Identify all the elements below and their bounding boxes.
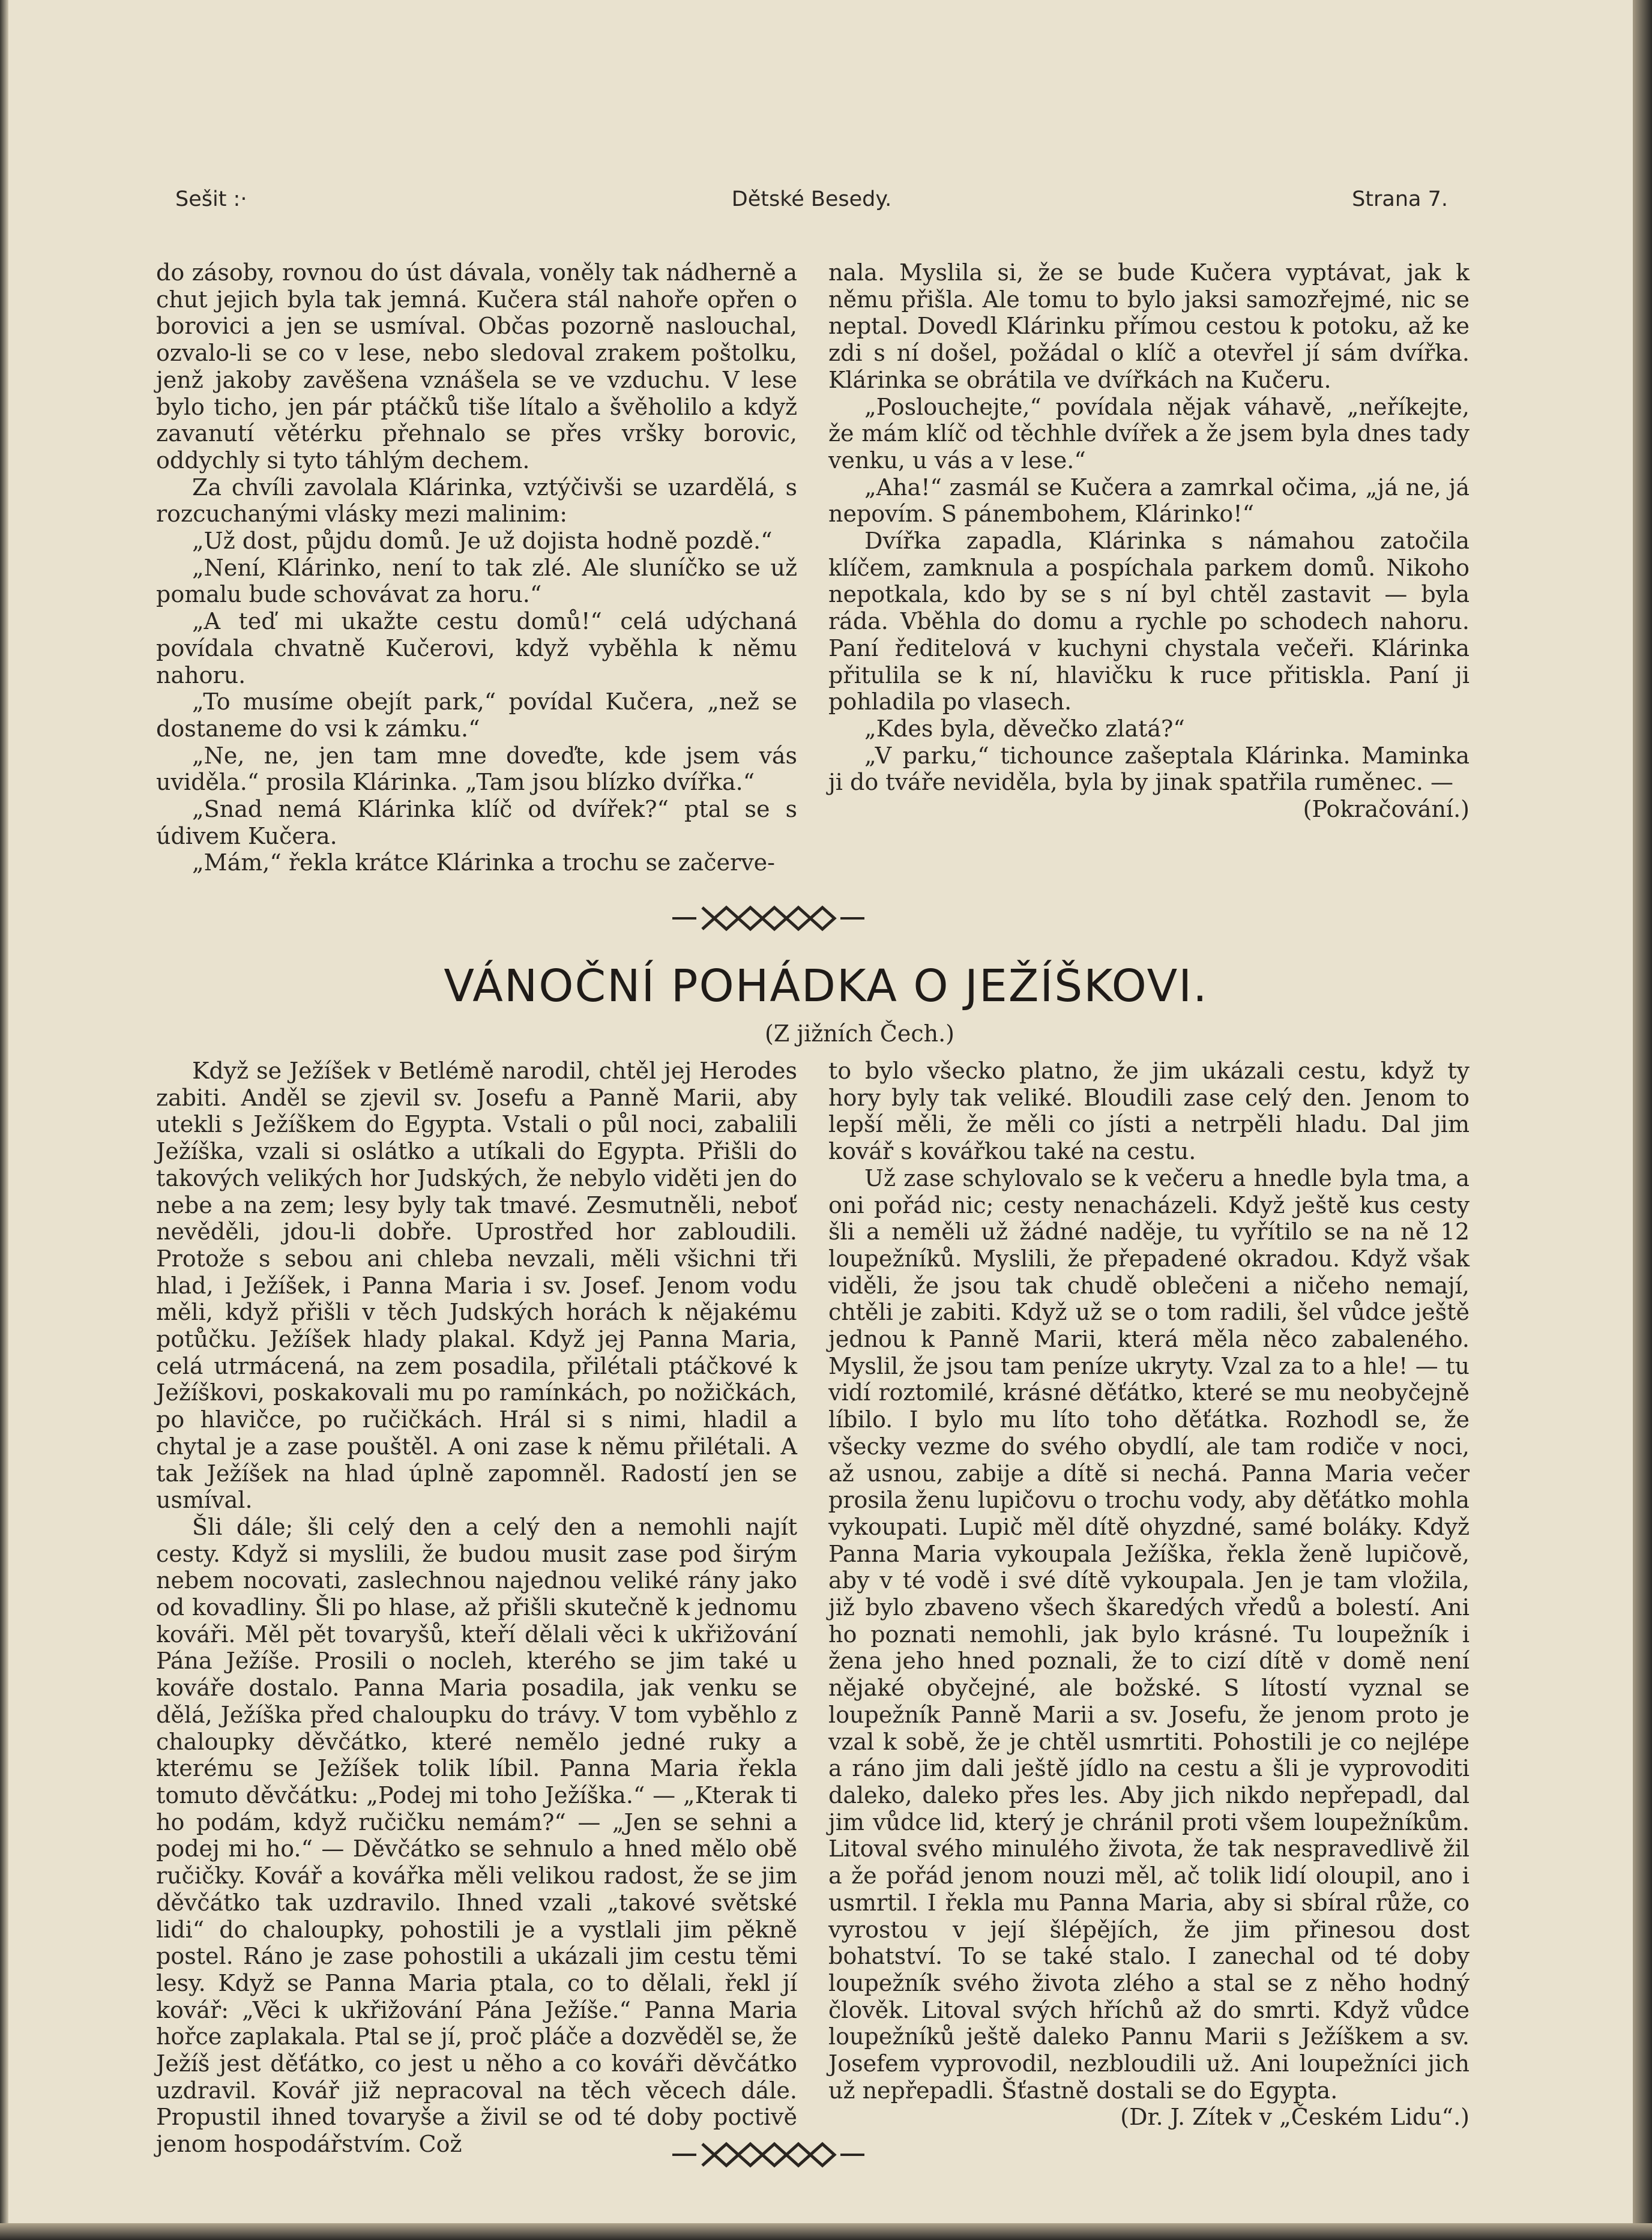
paragraph: „A teď mi ukažte cestu domů!“ celá udýchaná povídala chvatně Kučerovi, když vyběhla k němu nahoru. xyxy=(156,608,797,688)
page-edge-bottom xyxy=(0,2223,1652,2240)
paragraph: Dvířka zapadla, Klárinka s námahou zatočila klíčem, zamknula a pospíchala parkem domů. Nikoho nepotkala, kdo by se s ní byl chtěl zastavit — byla ráda. Vběhla do domu a rychle po schodech nahoru. Paní ředitelová v kuchyni chystala večeři. Klárinka přitulila se k ní, hlavičku k ruce přitiskla. Paní ji pohladila po vlasech. xyxy=(828,528,1470,715)
page-edge-left xyxy=(0,0,8,2240)
paragraph: Když se Ježíšek v Betlémě narodil, chtěl jej Herodes zabiti. Anděl se zjevil sv. Josefu a Panně Marii, aby utekli s Ježíškem do Egypta. Vstali o půl noci, zabalili Ježíška, vzali si oslátko a utíkali do Egypta. Přišli do takových velikých hor Judských, že nebylo viděti jen do nebe a na zem; lesy byly tak tmavé. Zesmutněli, neboť nevěděli, jdou-li dobře. Uprostřed hor zabloudili. Protože s sebou ani chleba nevzali, měli všichni tři hlad, i Ježíšek, i Panna Maria i sv. Josef. Jenom vodu měli, když přišli v těch Judských horách k nějakému potůčku. Ježíšek hlady plakal. Když jej Panna Maria, celá utrmácená, na zem posadila, přilétali ptáčkové k Ježíškovi, poskakovali mu po ramínkách, po nožičkách, po hlavičce, po ručičkách. Hrál si s nimi, hladil a chytal je a zase pouštěl. A oni zase k němu přilétali. A tak Ježíšek na hlad úplně zapomněl. Radostí jen se usmíval. xyxy=(156,1058,797,1514)
attribution: (Dr. J. Zítek v „Českém Lidu“.) xyxy=(1120,2104,1470,2131)
paragraph: „V parku,“ tichounce zašeptala Klárinka. Maminka ji do tváře neviděla, byla by jinak spatřila ruměnec. — xyxy=(828,742,1470,796)
paragraph: „Mám,“ řekla krátce Klárinka a trochu se začerve- xyxy=(192,849,775,876)
paragraph: „Kdes byla, děvečko zlatá?“ xyxy=(864,715,1185,742)
paragraph: to bylo všecko platno, že jim ukázali cestu, když ty hory byly tak veliké. Bloudili zase celý den. Jenom to lepší měli, že měli co jísti a netrpěli hladu. Dal jim kovář s kovářkou také na cestu. xyxy=(828,1058,1470,1165)
paragraph: „To musíme obejít park,“ povídal Kučera, „než se dostaneme do vsi k zámku.“ xyxy=(156,688,797,742)
page-number: Strana 7. xyxy=(1352,187,1448,211)
divider-ornament-top xyxy=(660,900,876,936)
publication-title: Dětské Besedy. xyxy=(731,187,892,211)
paragraph: Už zase schylovalo se k večeru a hnedle byla tma, a oni pořád nic; cesty nenacházeli. Když ještě kus cesty šli a neměli už žádné naděje, tu vyřítilo se na ně 12 loupežníků. Myslili, že přepadené okradou. Když však viděli, že jsou tak chudě oblečeni a ničeho nemají, chtěli je zabiti. Když už se o tom radili, šel vůdce ještě jednou k Panně Marii, která měla něco zabaleného. Myslil, že jsou tam peníze ukryty. Vzal za to a hle! — tu vidí roztomilé, krásné děťátko, které se mu neobyčejně líbilo. I bylo mu líto toho děťátka. Rozhodl se, že všecky vezme do svého obydlí, ale tam rodiče v noci, až usnou, zabije a dítě si nechá. Panna Maria večer prosila ženu lupičovu o trochu vody, aby děťátko mohla vykoupati. Lupič měl dítě ohyzdné, samé boláky. Když Panna Maria vykoupala Ježíška, řekla ženě lupičově, aby v té vodě i své dítě vykoupala. Jen je tam vložila, již bylo zbaveno všech škaredých vředů a bolestí. Ani ho poznati nemohli, jak bylo krásné. Tu loupežník i žena jeho hned poznali, že to cizí dítě v domě není nějaké obyčejné, ale božské. S lítostí vyznal se loupežník Panně Marii a sv. Josefu, že jenom proto je vzal k sobě, že je chtěl usmrtiti. Pohostili je co nejlépe a ráno jim dali ještě jídlo na cestu a šli je vyprovoditi daleko, daleko přes les. Aby jich nikdo nepřepadl, dal jim vůdce lid, který je chránil proti všem loupežníkům. Litoval svého minulého života, že tak nespravedlivě žil a že pořád jenom nouzi měl, ač tolik lidí oloupil, ano i usmrtil. I řekla mu Panna Maria, aby si sbíral růže, co vyrostou v její šlépějích, že jim přinesou dost bohatství. To se také stalo. I zanechal od té doby loupežník svého života zlého a stal se z něho hodný člověk. Litoval svých hříchů až do smrti. Když vůdce loupežníků ještě daleko Pannu Marii s Ježíškem a sv. Josefem vyprovodil, nezbloudili už. Ani loupežníci jich už nepřepadli. Šťastně dostali se do Egypta. xyxy=(828,1164,1470,2104)
page-edge-right xyxy=(1633,0,1652,2240)
paragraph: „Už dost, půjdu domů. Je už dojista hodně pozdě.“ xyxy=(192,528,773,555)
paragraph: „Aha!“ zasmál se Kučera a zamrkal očima, „já ne, já nepovím. S pánembohem, Klárinko!“ xyxy=(828,474,1470,528)
paragraph: „Není, Klárinko, není to tak zlé. Ale sluníčko se už pomalu bude schovávat za horu.“ xyxy=(156,554,797,608)
paragraph: „Ne, ne, jen tam mne doveďte, kde jsem vás uviděla.“ prosila Klárinka. „Tam jsou blízko dvířka.“ xyxy=(156,742,797,796)
story2-column-left xyxy=(156,1058,797,2158)
paragraph: do zásoby, rovnou do úst dávala, voněly tak nádherně a chut jejich byla tak jemná. Kučera stál nahoře opřen o borovici a jen se usmíval. Občas pozorně naslouchal, ozvalo-li se co v lese, nebo sledoval zrakem poštolku, jenž jakoby zavěšena vznášela se ve vzduchu. V lese bylo ticho, jen pár ptáčků tiše lítalo a švěholilo a když zavanutí větérku přehnalo se přes vršky borovic, oddychly si tyto táhlým dechem. xyxy=(156,259,797,474)
story2-column-right xyxy=(828,1058,1470,2131)
continued-note: (Pokračování.) xyxy=(1303,796,1470,823)
story-subtitle: (Z jižních Čech.) xyxy=(765,1020,954,1047)
paragraph: nala. Myslila si, že se bude Kučera vyptávat, jak k němu přišla. Ale tomu to bylo jaksi samozřejmé, nic se neptal. Dovedl Klárinku přímou cestou k potoku, až ke zdi s ní došel, požádal o klíč a otevřel jí sám dvířka. Klárinka se obrátila ve dvířkách na Kučeru. xyxy=(828,259,1470,393)
issue-label: Sešit :· xyxy=(175,187,247,211)
paragraph: Za chvíli zavolala Klárinka, vztýčivši se uzardělá, s rozcuchanými vlásky mezi malinim: xyxy=(156,474,797,528)
story1-column-left xyxy=(156,259,797,876)
running-header xyxy=(175,187,1448,223)
story1-column-right xyxy=(828,259,1470,823)
story-title: VÁNOČNÍ POHÁDKA O JEŽÍŠKOVI. xyxy=(444,960,1208,1012)
paragraph: „Snad nemá Klárinka klíč od dvířek?“ ptal se s údivem Kučera. xyxy=(156,796,797,849)
paragraph: „Poslouchejte,“ povídala nějak váhavě, „neříkejte, že mám klíč od těchhle dvířek a že jsem byla dnes tady venku, u vás a v lese.“ xyxy=(828,393,1470,474)
divider-ornament-bottom xyxy=(660,2137,876,2173)
paragraph: Šli dále; šli celý den a celý den a nemohli najít cesty. Když si myslili, že budou musit zase pod širým nebem nocovati, zaslechnou najednou veliké rány jako od kovadliny. Šli po hlase, až přišli skutečně k jednomu kováři. Měl pět tovaryšů, kteří dělali věci k ukřižování Pána Ježíše. Prosili o nocleh, kterého se jim také u kováře dostalo. Panna Maria posadila, jak venku se dělá, Ježíška před chaloupku do trávy. V tom vyběhlo z chaloupky děvčátko, které nemělo jedné ruky a kterému se Ježíšek tolik líbil. Panna Maria řekla tomuto děvčátku: „Podej mi toho Ježíška.“ — „Kterak ti ho podám, když ručičku nemám?“ — „Jen se sehni a podej mi ho.“ — Děvčátko se sehnulo a hned mělo obě ručičky. Kovář a kovářka měli velikou radost, že se jim děvčátko tak uzdravilo. Ihned vzali „takové světské lidi“ do chaloupky, pohostili je a vystlali jim pěkně postel. Ráno je zase pohostili a ukázali jim cestu těmi lesy. Když se Panna Maria ptala, co to dělali, řekl jí kovář: „Věci k ukřižování Pána Ježíše.“ Panna Maria hořce zaplakala. Ptal se jí, proč pláče a dozvěděl se, že Ježíš jest děťátko, co jest u něho a co kováři děvčátko uzdravil. Kovář již nepracoval na těch věcech dále. Propustil ihned tovaryše a živil se od té doby poctivě jenom hospodářstvím. Což xyxy=(156,1513,797,2158)
